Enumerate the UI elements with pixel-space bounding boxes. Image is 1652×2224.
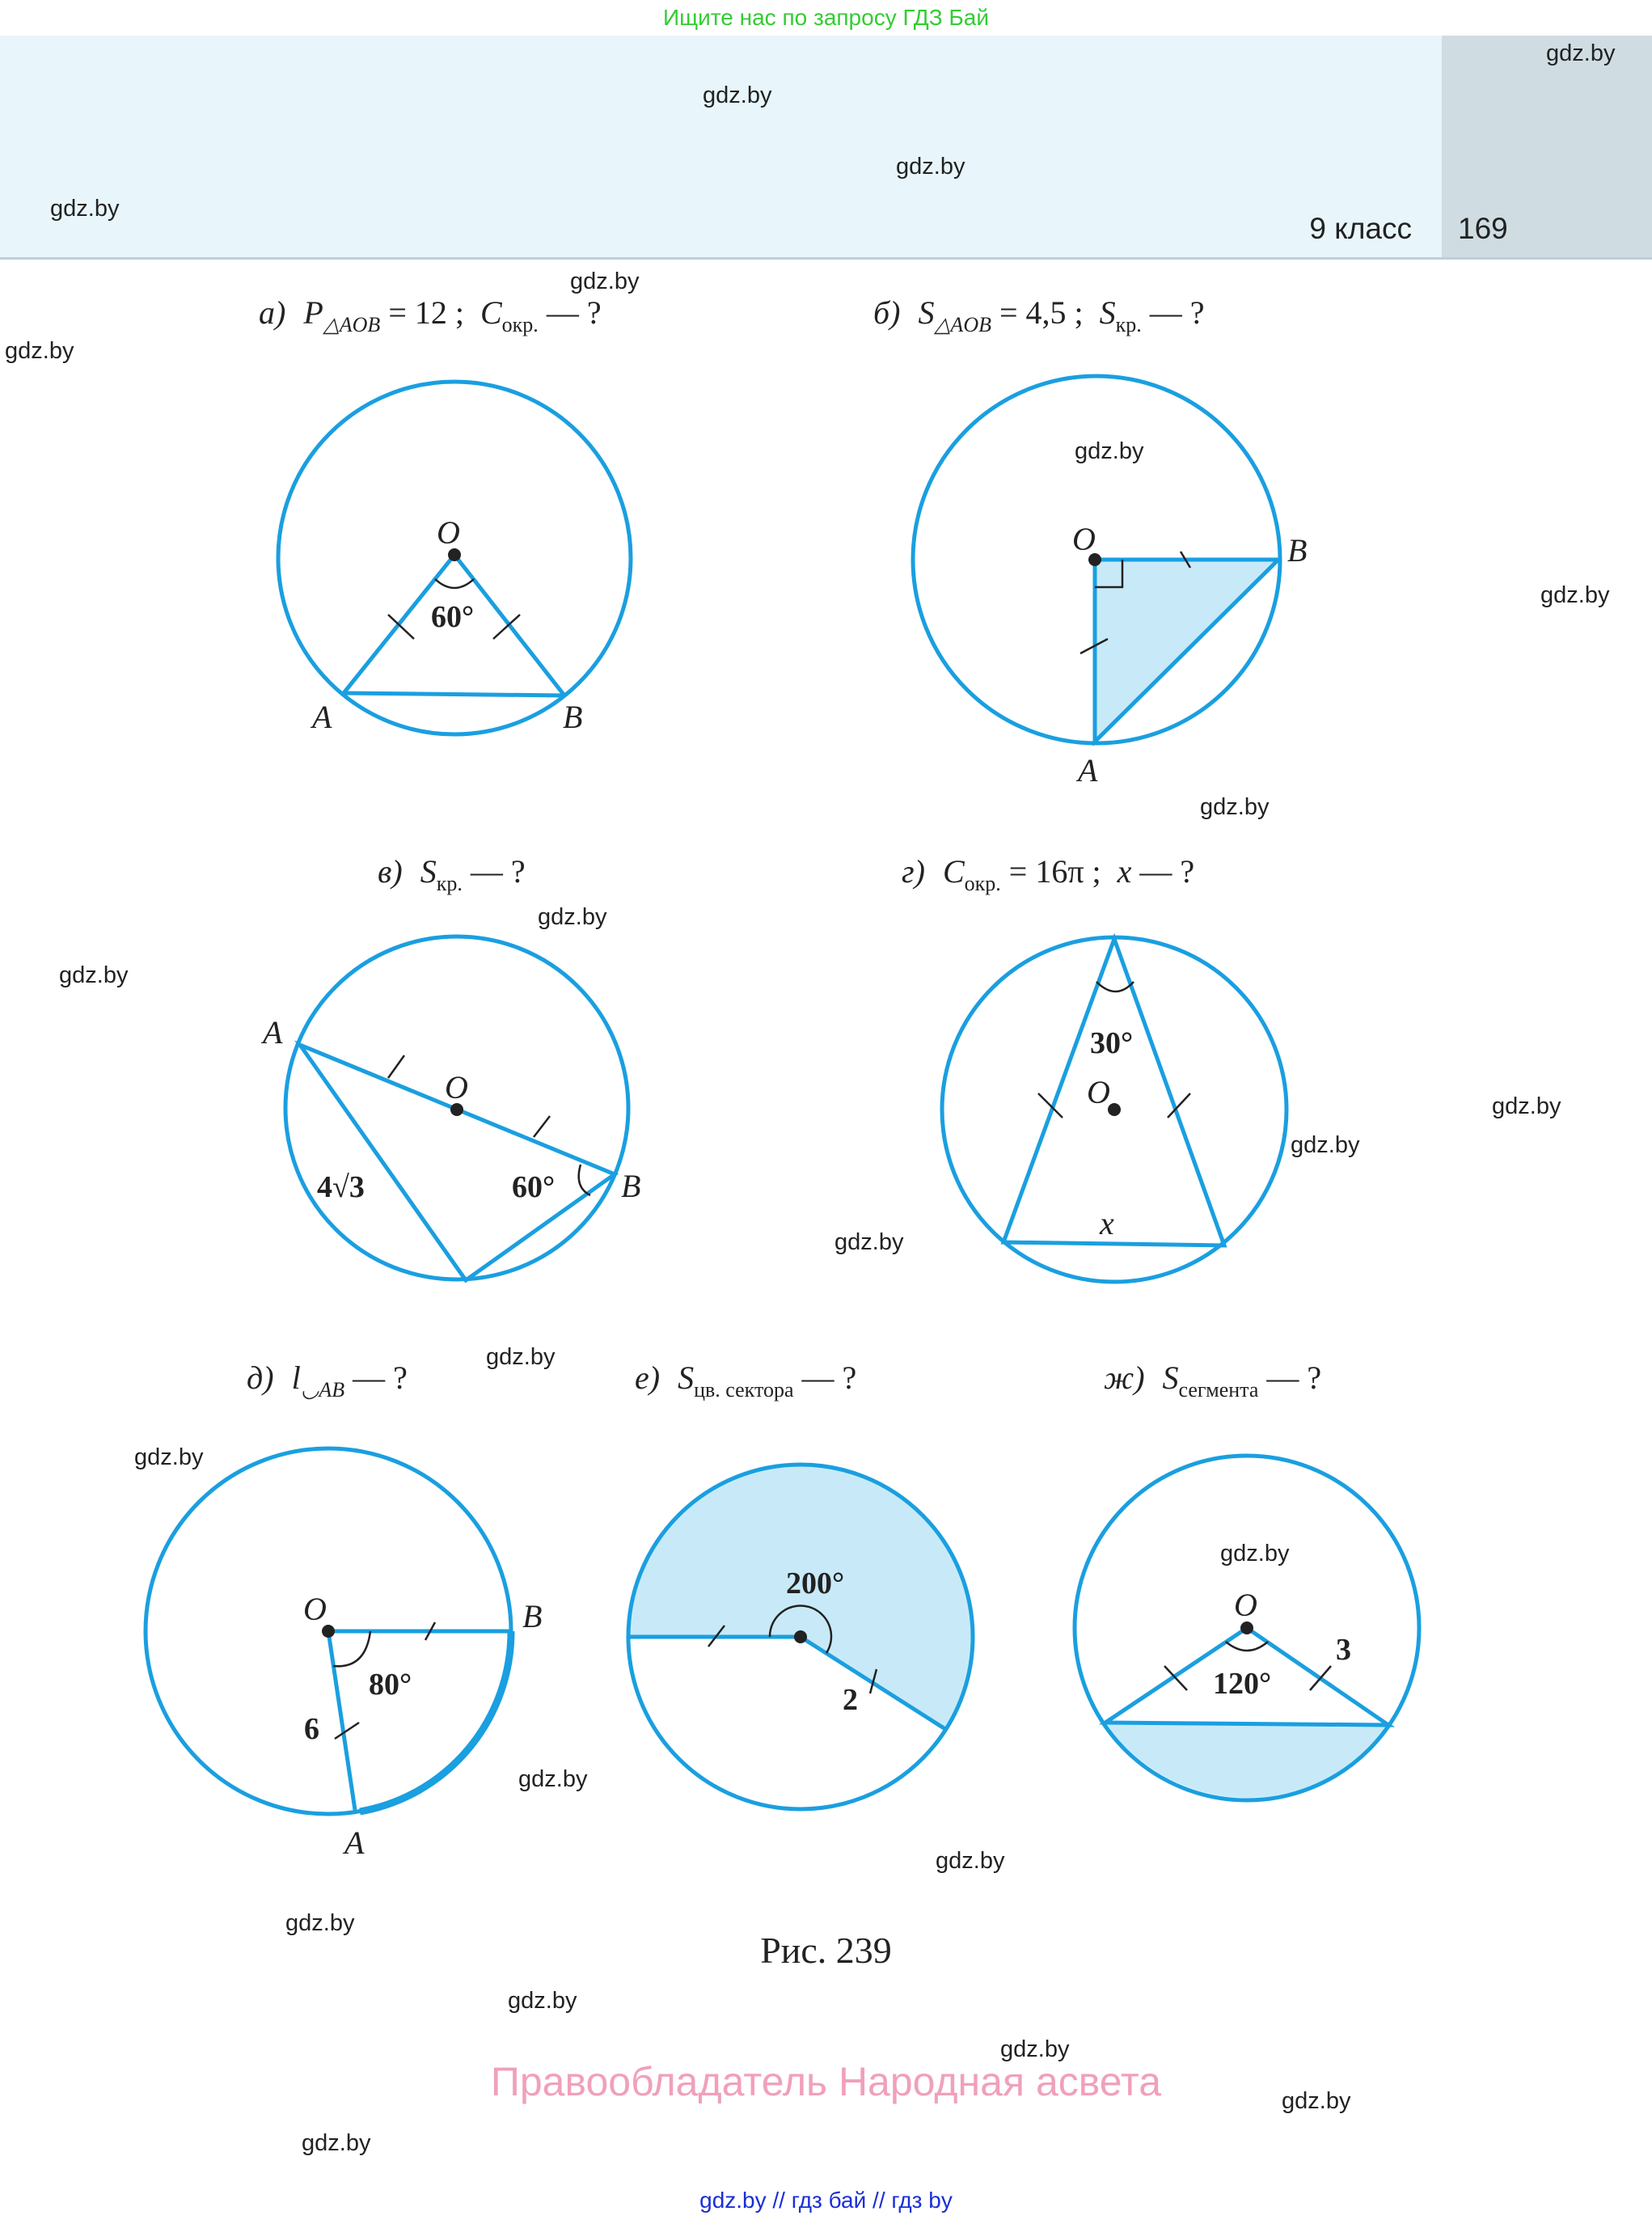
problem-e — [628, 1359, 973, 1809]
svg-text:B: B — [563, 699, 583, 735]
problem-b — [873, 294, 1307, 789]
svg-text:120°: 120° — [1213, 1667, 1272, 1701]
tick-mark — [534, 1116, 550, 1137]
svg-text:д) l◡AB — ?: д) $l_{◡AB}$ — ? — [247, 1359, 408, 1402]
radii — [328, 1631, 511, 1810]
angle-arc — [435, 579, 474, 588]
svg-text:а) P△AOB = 12 ; Cо: а) $P_{\triangle AOB} = 12$ ; $C_{окр.}$ — ? — [259, 294, 602, 336]
svg-text:A: A — [1078, 752, 1098, 789]
watermark: gdz.by — [302, 2130, 371, 2156]
svg-text:O: O — [437, 514, 460, 551]
page-header — [0, 36, 1442, 259]
svg-text:60°: 60° — [431, 600, 475, 634]
watermark: gdz.by — [134, 1444, 204, 1470]
svg-text:B: B — [522, 1598, 543, 1634]
watermark: gdz.by — [1200, 794, 1270, 820]
watermark: gdz.by — [896, 154, 965, 180]
watermark: gdz.by — [1540, 582, 1610, 608]
svg-text:60°: 60° — [512, 1170, 556, 1204]
watermark: gdz.by — [570, 268, 640, 294]
watermark: gdz.by — [285, 1910, 355, 1936]
angle-arc — [333, 1631, 370, 1666]
svg-text:O: O — [1087, 1074, 1110, 1110]
watermark: gdz.by — [1492, 1093, 1561, 1119]
svg-text:B: B — [1287, 532, 1308, 569]
watermark: gdz.by — [518, 1766, 588, 1792]
svg-text:2: 2 — [843, 1683, 858, 1717]
svg-text:в) Sкр. — ?: в) $S_{кр.}$ — ? — [378, 853, 526, 895]
watermark: gdz.by — [538, 904, 607, 930]
problem-zh — [1075, 1359, 1419, 1800]
footer-links[interactable]: gdz.by // гдз бай // гдз by — [699, 2188, 953, 2213]
watermark: gdz.by — [508, 1988, 577, 2014]
center-point — [1240, 1621, 1253, 1634]
angle-arc — [1226, 1642, 1268, 1651]
svg-text:x: x — [1100, 1205, 1114, 1241]
watermark: gdz.by — [50, 196, 120, 222]
svg-text:30°: 30° — [1090, 1026, 1134, 1060]
svg-text:ж) Sсегмента — ?: ж) $S_{сегмента}$ — ? — [1104, 1359, 1322, 1402]
grade-label: 9 класс — [1309, 212, 1412, 245]
svg-text:80°: 80° — [369, 1668, 412, 1702]
watermark: gdz.by — [59, 962, 129, 988]
watermark: gdz.by — [1075, 438, 1144, 464]
svg-text:O: O — [1072, 521, 1096, 557]
watermark: gdz.by — [703, 82, 772, 108]
watermark: gdz.by — [1000, 2036, 1070, 2062]
watermark: gdz.by — [486, 1344, 556, 1370]
arc-ab — [360, 1631, 511, 1812]
problem-d — [146, 1359, 542, 1861]
center-point — [794, 1630, 807, 1643]
watermark: gdz.by — [1546, 40, 1616, 66]
svg-text:A: A — [263, 1014, 283, 1051]
problem-g — [902, 853, 1287, 1282]
tick-mark — [388, 1055, 404, 1078]
svg-text:3: 3 — [1336, 1633, 1351, 1667]
chord-ab — [344, 693, 564, 696]
svg-text:200°: 200° — [786, 1567, 845, 1600]
watermark: gdz.by — [936, 1848, 1005, 1874]
copyright-notice: Правообладатель Народная асвета — [490, 2059, 1162, 2104]
shaded-segment — [1105, 1723, 1388, 1798]
problem-v — [260, 853, 640, 1280]
watermark: gdz.by — [1220, 1541, 1290, 1567]
svg-text:6: 6 — [304, 1712, 319, 1746]
tick-mark — [335, 1723, 359, 1739]
svg-text:е) Sцв. сектора — ?: е) $S_{цв. сектора}$ — ? — [635, 1359, 857, 1402]
svg-text:B: B — [621, 1168, 641, 1204]
watermark: gdz.by — [5, 338, 74, 364]
svg-text:O: O — [445, 1069, 468, 1106]
svg-text:O: O — [1234, 1587, 1257, 1623]
watermark: gdz.by — [834, 1229, 904, 1255]
page-number: 169 — [1458, 212, 1508, 245]
inscribed-triangle — [1003, 939, 1224, 1245]
problem-a — [259, 294, 631, 735]
geometry-figures — [0, 260, 1652, 1926]
watermark: gdz.by — [1291, 1132, 1360, 1158]
tick-mark — [1310, 1666, 1331, 1690]
svg-text:г) Cокр. = 16π ; x: г) $C_{окр.} = 16\pi$ ; x — ? — [902, 853, 1195, 895]
svg-text:A: A — [312, 699, 332, 735]
watermark: gdz.by — [1282, 2088, 1351, 2114]
figure-caption: Рис. 239 — [760, 1930, 892, 1971]
svg-text:4√3: 4√3 — [317, 1170, 365, 1204]
search-hint: Ищите нас по запросу ГДЗ Бай — [662, 5, 990, 30]
svg-text:A: A — [344, 1824, 365, 1861]
svg-text:б) S△AOB = 4,5 ; S: б) $S_{\triangle AOB} = 4,5$ ; $S_{кр.}$ — ? — [873, 294, 1205, 336]
svg-text:O: O — [303, 1591, 327, 1627]
